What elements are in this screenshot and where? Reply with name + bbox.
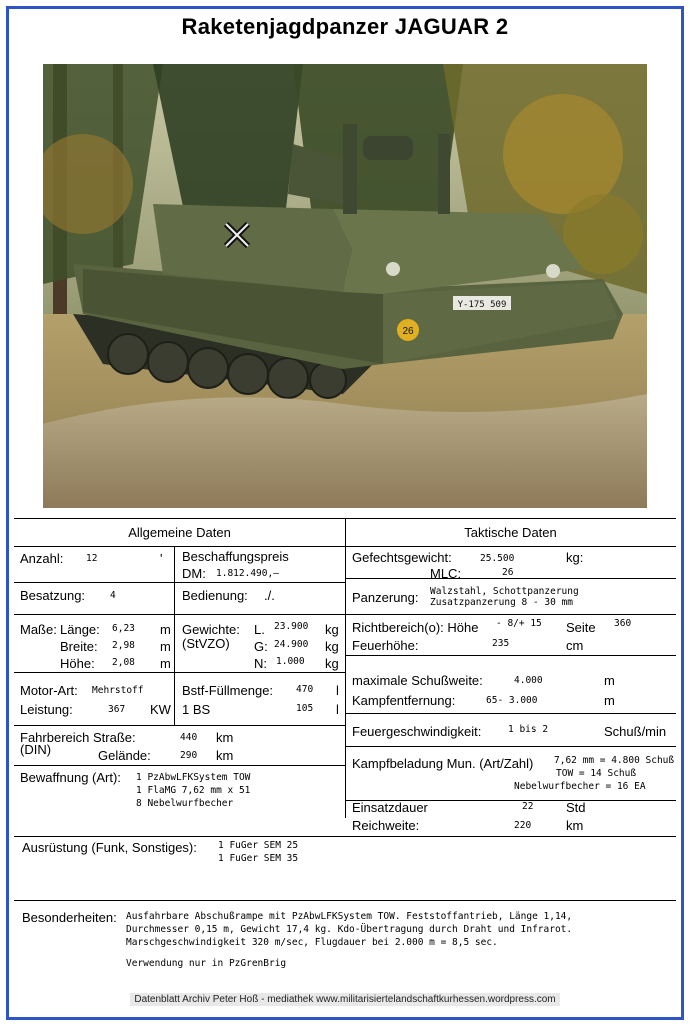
strasse-unit: km — [216, 730, 234, 745]
kampfbeladung-line-3: Nebelwurfbecher = 16 EA — [514, 781, 646, 792]
bewaffnung-label: Bewaffnung (Art): — [20, 770, 121, 785]
bs-label: 1 BS — [182, 702, 211, 717]
kampfentfernung-label: Kampfentfernung: — [352, 693, 456, 708]
bstf-label: Bstf-Füllmenge: — [182, 683, 274, 698]
einsatzdauer-unit: Std — [566, 800, 586, 815]
besonderheiten-line-3: Marschgeschwindigkeit 320 m/sec, Flugdauer bei 2.000 m = 8,5 sec. — [126, 937, 498, 948]
motor-label: Motor-Art: — [20, 683, 78, 698]
gewicht-n-label: N: — [254, 656, 267, 671]
gefechtsgewicht-label: Gefechtsgewicht: — [352, 550, 452, 565]
breite-unit: m — [160, 639, 171, 654]
schussweite-value: 4.000 — [514, 675, 543, 686]
gewicht-l-value: 23.900 — [274, 621, 309, 632]
laenge-unit: m — [160, 622, 171, 637]
panzerung-line-2: Zusatzpanzerung 8 - 30 mm — [430, 597, 573, 608]
gewicht-g-label: G: — [254, 639, 268, 654]
dirt-foreground — [43, 394, 647, 508]
gewicht-g-value: 24.900 — [274, 639, 309, 650]
panzerung-line-1: Walzstahl, Schottpanzerung — [430, 586, 579, 597]
reichweite-value: 220 — [514, 820, 532, 831]
vehicle-illustration — [43, 64, 647, 508]
anzahl-label: Anzahl: — [20, 551, 64, 566]
kampfentfernung-value: 65- 3.000 — [486, 695, 538, 706]
feuergeschwindigkeit-value: 1 bis 2 — [508, 724, 549, 735]
header-taktische-daten: Taktische Daten — [464, 525, 557, 540]
data-sheet — [14, 518, 676, 1012]
leistung-value: 367 — [108, 704, 126, 715]
seite-value: 360 — [614, 618, 632, 629]
besonderheiten-note: Verwendung nur in PzGrenBrig — [126, 958, 287, 969]
feuergeschwindigkeit-label: Feuergeschwindigkeit: — [352, 724, 482, 739]
hoehe-unit: m — [160, 656, 171, 671]
gelaende-value: 290 — [180, 750, 198, 761]
besatzung-value: 4 — [110, 590, 116, 601]
reichweite-unit: km — [566, 818, 584, 833]
bewaffnung-line-2: 1 FlaMG 7,62 mm x 51 — [136, 785, 251, 796]
einsatzdauer-label: Einsatzdauer — [352, 800, 428, 815]
mlc-label: MLC: — [430, 566, 462, 581]
bewaffnung-line-3: 8 Nebelwurfbecher — [136, 798, 234, 809]
feuergeschwindigkeit-unit: Schuß/min — [604, 724, 667, 739]
bstf-unit: l — [336, 683, 339, 698]
laenge-value: 6,23 — [112, 623, 135, 634]
bedienung-value: ./. — [264, 588, 275, 603]
strasse-value: 440 — [180, 732, 198, 743]
feuerhoehe-unit: cm — [566, 638, 584, 653]
mlc-value: 26 — [502, 567, 514, 578]
gefechtsgewicht-value: 25.500 — [480, 553, 515, 564]
gewicht-l-unit: kg — [325, 622, 339, 637]
sheet-title: Raketenjagdpanzer JAGUAR 2 — [181, 14, 509, 39]
ausruestung-line-2: 1 FuGer SEM 35 — [218, 853, 299, 864]
footer-credit — [0, 994, 690, 1005]
kampfentfernung-unit: m — [604, 693, 615, 708]
leistung-unit: KW — [150, 702, 171, 717]
ausruestung-line-1: 1 FuGer SEM 25 — [218, 840, 299, 851]
gewicht-n-value: 1.000 — [276, 656, 305, 667]
gefechtsgewicht-unit: kg: — [566, 550, 584, 565]
beschaffung-dm-label: DM: — [182, 566, 206, 581]
reichweite-label: Reichweite: — [352, 818, 420, 833]
footer-text: Datenblatt Archiv Peter Hoß - mediathek www.militarisiertelandschaftkurhessen.wordpress.com — [130, 993, 559, 1006]
anzahl-value: 12 — [86, 553, 98, 564]
bs-value: 105 — [296, 703, 314, 714]
gelaende-unit: km — [216, 748, 234, 763]
besonderheiten-line-1: Ausfahrbare Abschußrampe mit PzAbwLFKSystem TOW. Feststoffantrieb, Länge 1,14, — [126, 911, 573, 922]
gewicht-n-unit: kg — [325, 656, 339, 671]
richtbereich-hoehe: - 8/+ 15 — [496, 618, 542, 629]
seite-label: Seite — [566, 620, 596, 635]
license-plate: Y-175 509 — [457, 300, 507, 310]
besatzung-label: Besatzung: — [20, 588, 86, 603]
hoehe-label: Höhe: — [60, 656, 95, 671]
gewichte-sub: (StVZO) — [182, 636, 230, 651]
bstf-value: 470 — [296, 684, 314, 695]
besonderheiten-label: Besonderheiten: — [22, 910, 117, 925]
motor-value: Mehrstoff — [92, 685, 144, 696]
anzahl-mark: ' — [160, 551, 163, 566]
kampfbeladung-line-2: TOW = 14 Schuß — [556, 768, 637, 779]
besonderheiten-line-2: Durchmesser 0,15 m, Gewicht 17,4 kg. Kdo-Übertragung durch Draht und Infrarot. — [126, 924, 573, 935]
kampfbeladung-line-1: 7,62 mm = 4.800 Schuß — [554, 755, 675, 766]
ausruestung-label: Ausrüstung (Funk, Sonstiges): — [22, 840, 197, 855]
breite-label: Breite: — [60, 639, 98, 654]
masse-label: Maße: — [20, 622, 57, 637]
vehicle-number: 26 — [402, 326, 414, 337]
bedienung-label: Bedienung: — [182, 588, 248, 603]
schussweite-unit: m — [604, 673, 615, 688]
breite-value: 2,98 — [112, 640, 135, 651]
kampfbeladung-label: Kampfbeladung Mun. (Art/Zahl) — [352, 756, 534, 771]
gewichte-label: Gewichte: — [182, 622, 240, 637]
einsatzdauer-value: 22 — [522, 801, 534, 812]
schussweite-label: maximale Schußweite: — [352, 673, 483, 688]
beschaffung-label: Beschaffungspreis — [182, 549, 289, 564]
laenge-label: Länge: — [60, 622, 100, 637]
gewicht-l-label: L. — [254, 622, 265, 637]
gewicht-g-unit: kg — [325, 639, 339, 654]
gelaende-label: Gelände: — [98, 748, 151, 763]
vehicle-photo — [43, 64, 647, 508]
leistung-label: Leistung: — [20, 702, 73, 717]
richtbereich-label: Richtbereich(o): Höhe — [352, 620, 479, 635]
feuerhoehe-value: 235 — [492, 638, 510, 649]
fahrbereich-din: (DIN) — [20, 742, 52, 757]
header-allgemeine-daten: Allgemeine Daten — [128, 525, 231, 540]
feuerhoehe-label: Feuerhöhe: — [352, 638, 419, 653]
panzerung-label: Panzerung: — [352, 590, 419, 605]
fahrbereich-label: Fahrbereich Straße: — [20, 730, 136, 745]
hoehe-value: 2,08 — [112, 657, 135, 668]
bs-unit: l — [336, 702, 339, 717]
beschaffung-value: 1.812.490,— — [216, 568, 279, 579]
bewaffnung-line-1: 1 PzAbwLFKSystem TOW — [136, 772, 251, 783]
